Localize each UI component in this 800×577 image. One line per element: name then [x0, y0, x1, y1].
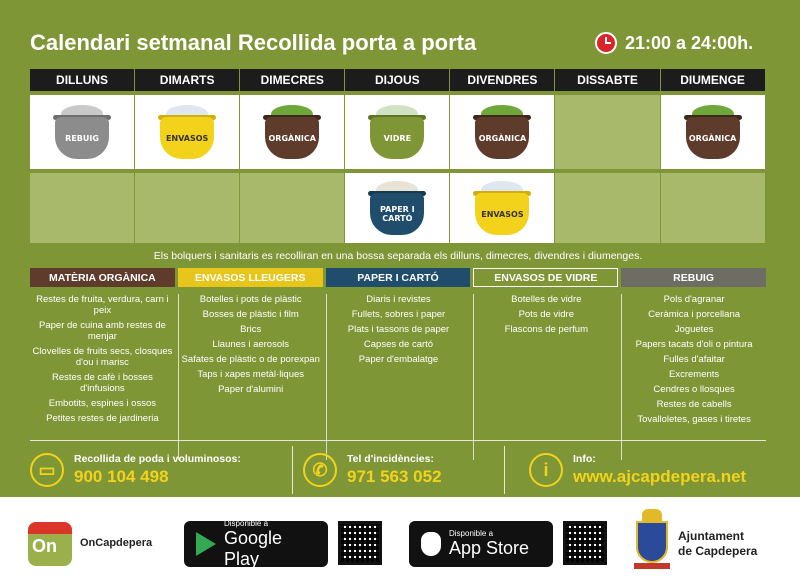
bin-label: REBUIG: [65, 133, 99, 143]
bin-label: ENVASOS: [165, 133, 209, 143]
phone-icon: ✆: [303, 453, 337, 487]
day-header-monday: DILLUNS: [30, 69, 134, 91]
list-item: Llaunes i aerosols: [212, 339, 289, 350]
day-header-sunday: DIUMENGE: [661, 69, 765, 91]
list-item: Fulles d'afaitar: [663, 354, 725, 365]
list-item: Brics: [240, 324, 262, 335]
bin-label: ORGÀNICA: [268, 133, 316, 143]
ajuntament-name: [678, 529, 757, 559]
list-item: Restes de cafè i bosses d'infusions: [51, 372, 153, 394]
schedule-cell-empty: [555, 95, 659, 169]
category-list: [178, 294, 323, 460]
schedule-cell: [135, 95, 239, 169]
google-play-big: Google Play: [224, 527, 283, 569]
category-title: ENVASOS DE VIDRE: [473, 268, 618, 287]
schedule-cell: [345, 95, 449, 169]
list-item: Pots de vidre: [518, 309, 575, 320]
rebuig-bin-icon: [51, 103, 113, 161]
category-list: [326, 294, 471, 460]
category-envasos: [178, 268, 323, 460]
apple-icon: [421, 532, 441, 556]
schedule-cell: [450, 95, 554, 169]
info-icon: i: [529, 453, 563, 487]
bin-label: ORGÀNICA: [688, 133, 737, 143]
list-item: Tovalloletes, gases i tiretes: [637, 414, 751, 425]
sofa-icon: ▭: [30, 453, 64, 487]
ajuntament-line-1: Ajuntament: [678, 529, 744, 543]
category-list: [473, 294, 618, 460]
list-item: Joguetes: [674, 324, 714, 335]
bin-label: ORGÀNICA: [478, 133, 527, 143]
list-item: Botelles i pots de plàstic: [199, 294, 302, 305]
schedule-cell: [30, 95, 134, 169]
oncapdepera-app-icon[interactable]: [28, 522, 72, 566]
list-item: Paper d'embalatge: [358, 354, 439, 365]
category-paper: [326, 268, 471, 460]
schedule-cell: [345, 173, 449, 243]
list-item: Restes de fruita, verdura, carn i peix: [36, 294, 169, 316]
schedule-cell-empty: [240, 173, 344, 243]
schedule-cell: [240, 95, 344, 169]
vidre-bin-icon: [366, 103, 428, 161]
category-list: [30, 294, 175, 460]
schedule-row-1: [30, 95, 766, 169]
list-item: Excrements: [669, 369, 720, 380]
day-header-friday: DIVENDRES: [450, 69, 554, 91]
capdepera-crest-icon: [634, 509, 670, 571]
app-icon-text: On: [32, 536, 57, 556]
google-play-small: Disponible a: [224, 518, 269, 528]
organica-bin-icon: [261, 103, 323, 161]
list-item: Taps i xapes metàl·liques: [197, 369, 305, 380]
schedule-cell-empty: [30, 173, 134, 243]
google-play-button[interactable]: [184, 518, 328, 569]
day-header-thursday: DIJOUS: [345, 69, 449, 91]
list-item: Pols d'agranar: [663, 294, 725, 305]
list-item: Restes de cabells: [656, 399, 732, 410]
tel-label: Tel d'incidències:: [347, 453, 434, 465]
list-item: Cendres o llosques: [653, 384, 735, 395]
list-item: Bosses de plàstic i film: [202, 309, 299, 320]
list-item: Safates de plàstic o de porexpan: [181, 354, 320, 365]
collection-time: 21:00 a 24:00h.: [625, 32, 754, 53]
qr-code-google: [338, 521, 382, 565]
list-item: Plats i tassons de paper: [347, 324, 450, 335]
schedule-cell-empty: [661, 173, 765, 243]
category-title: PAPER I CARTÓ: [326, 268, 471, 287]
app-name: OnCapdepera: [80, 537, 153, 549]
categories: [30, 268, 766, 460]
contact-poda: [30, 446, 292, 494]
list-item: Flascons de perfum: [504, 324, 588, 335]
app-store-button[interactable]: [409, 521, 553, 567]
schedule-cell: [450, 173, 554, 243]
schedule-row-2: [30, 173, 766, 243]
schedule-cell: [661, 95, 765, 169]
category-rebuig: [621, 268, 766, 460]
page-title: Calendari setmanal Recollida porta a porta: [30, 30, 477, 55]
weekly-grid: [30, 69, 766, 243]
app-store-small: Disponible a: [449, 529, 494, 538]
category-title: REBUIG: [621, 268, 766, 287]
qr-code-apple: [563, 521, 607, 565]
time-box: [595, 32, 753, 54]
category-vidre: [473, 268, 618, 460]
app-store-big: App Store: [449, 538, 530, 558]
list-item: Embotits, espines i ossos: [48, 398, 156, 409]
list-item: Paper de cuina amb restes de menjar: [39, 320, 166, 342]
category-organica: [30, 268, 175, 460]
day-header-saturday: DISSABTE: [555, 69, 659, 91]
website-link[interactable]: www.ajcapdepera.net: [573, 467, 747, 486]
google-play-icon: [196, 532, 216, 556]
bin-label: ENVASOS: [481, 209, 524, 219]
list-item: Petites restes de jardineria: [46, 413, 159, 424]
category-title: ENVASOS LLEUGERS: [178, 268, 323, 287]
organica-bin-icon: [471, 103, 533, 161]
diapers-note: Els bolquers i sanitaris es recolliran en una bossa separada els dilluns, dimecres, divendres i diumenges.: [153, 250, 643, 262]
poda-phone[interactable]: 900 104 498: [74, 467, 169, 486]
day-header-tuesday: DIMARTS: [135, 69, 239, 91]
schedule-cell-empty: [555, 173, 659, 243]
list-item: Papers tacats d'oli o pintura: [635, 339, 753, 350]
divider: [30, 440, 766, 441]
list-item: Fullets, sobres i paper: [351, 309, 446, 320]
poda-label: Recollida de poda i voluminosos:: [74, 453, 241, 465]
list-item: Diaris i revistes: [366, 294, 431, 305]
category-list: [621, 294, 766, 460]
list-item: Paper d'alumini: [218, 384, 284, 395]
info-label: Info:: [573, 453, 596, 465]
list-item: Ceràmica i porcellana: [648, 309, 741, 320]
contact-incidencies: [292, 446, 504, 494]
list-item: Botelles de vidre: [511, 294, 582, 305]
day-header-row: [30, 69, 766, 91]
clock-icon: [595, 32, 617, 54]
ajuntament-line-2: de Capdepera: [678, 544, 758, 558]
paper-bin-icon: [366, 179, 428, 237]
envasos-bin-icon: [471, 179, 533, 237]
category-title: MATÈRIA ORGÀNICA: [30, 268, 175, 287]
day-header-wednesday: DIMECRES: [240, 69, 344, 91]
contacts-bar: [30, 446, 766, 494]
contact-info: [504, 446, 766, 494]
schedule-cell-empty: [135, 173, 239, 243]
envasos-bin-icon: [156, 103, 218, 161]
bin-label: VIDRE: [383, 133, 412, 143]
list-item: Capses de cartó: [363, 339, 434, 350]
incidencies-phone[interactable]: 971 563 052: [347, 467, 442, 486]
list-item: Clovelles de fruits secs, closques d'ou i marisc: [32, 346, 173, 368]
organica-bin-icon: [682, 103, 744, 161]
bin-label: PAPER I CARTÓ: [380, 205, 415, 223]
